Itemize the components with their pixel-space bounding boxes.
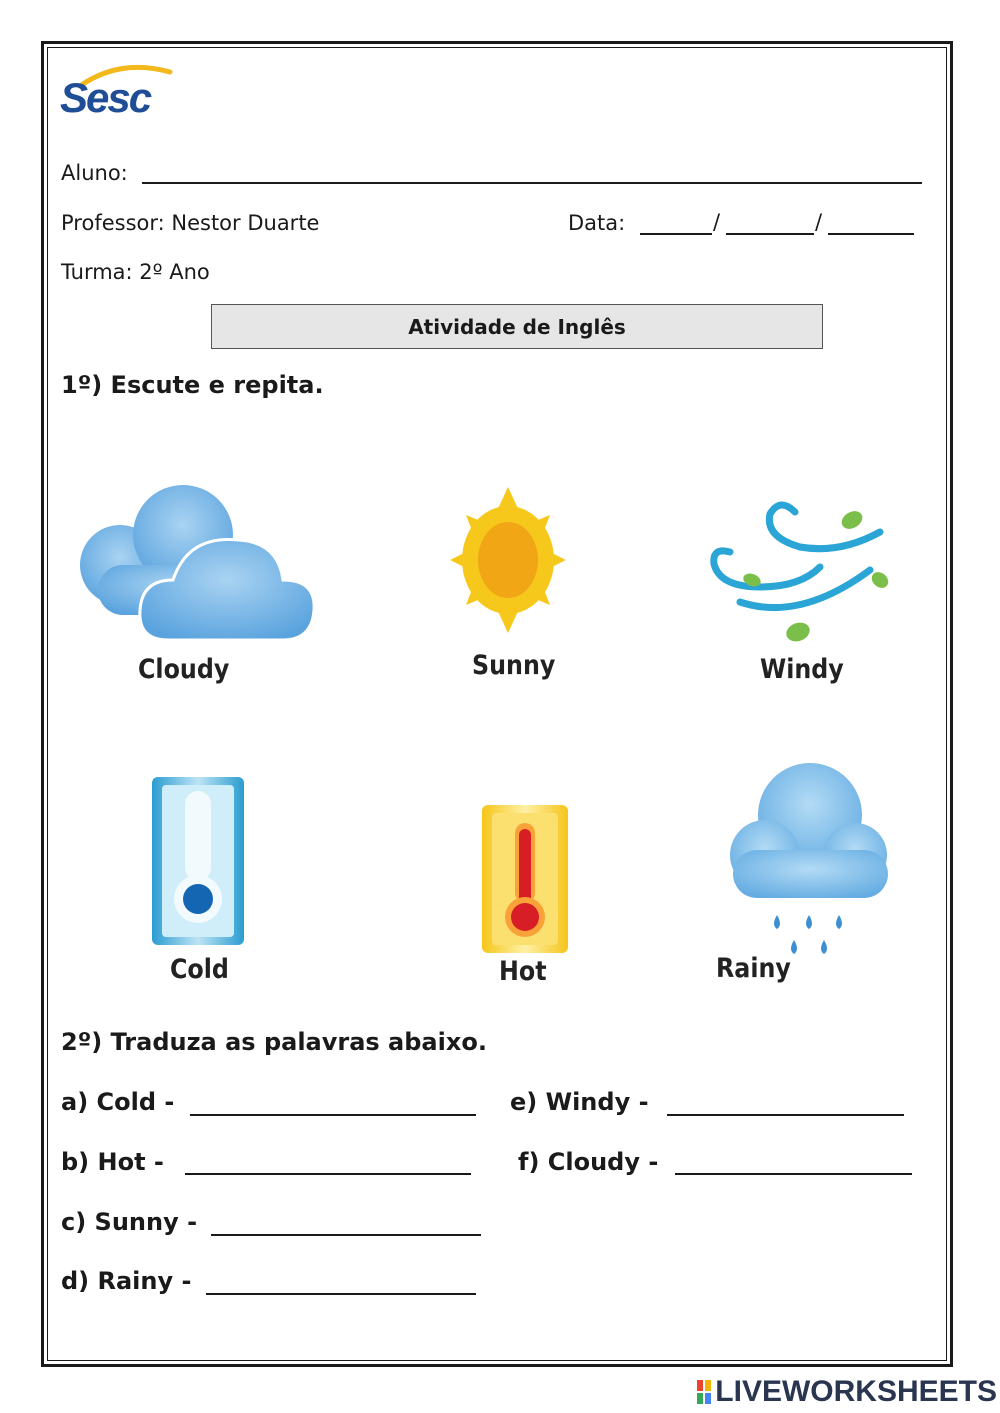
item-d-answer-line[interactable] bbox=[206, 1293, 476, 1295]
item-e-answer-line[interactable] bbox=[667, 1114, 904, 1116]
weather-label-rainy: Rainy bbox=[716, 953, 791, 984]
item-f-label: f) Cloudy - bbox=[518, 1148, 659, 1176]
cloudy-icon bbox=[78, 480, 318, 655]
weather-label-windy: Windy bbox=[760, 654, 844, 685]
item-e-label: e) Windy - bbox=[510, 1088, 649, 1116]
professor-label: Professor: Nestor Duarte bbox=[61, 211, 320, 235]
question-1: 1º) Escute e repita. bbox=[61, 371, 324, 399]
weather-label-hot: Hot bbox=[499, 956, 547, 987]
data-label: Data: bbox=[568, 211, 626, 235]
weather-label-cloudy: Cloudy bbox=[138, 654, 230, 685]
aluno-input-line[interactable] bbox=[142, 182, 922, 184]
item-c-answer-line[interactable] bbox=[211, 1234, 481, 1236]
rain-cloud-icon bbox=[725, 760, 895, 975]
aluno-label: Aluno: bbox=[61, 161, 128, 185]
page-frame bbox=[41, 41, 953, 1367]
date-month-line[interactable] bbox=[726, 233, 814, 235]
item-f-answer-line[interactable] bbox=[675, 1173, 912, 1175]
liveworksheets-brand bbox=[697, 1374, 997, 1410]
item-b-answer-line[interactable] bbox=[185, 1173, 471, 1175]
liveworksheets-logo-icon bbox=[697, 1380, 711, 1404]
brand-text: LIVEWORKSHEETS bbox=[715, 1375, 997, 1408]
date-separator: / bbox=[713, 210, 721, 234]
wind-icon bbox=[700, 492, 900, 652]
date-separator: / bbox=[815, 210, 823, 234]
weather-label-cold: Cold bbox=[170, 954, 229, 985]
question-2: 2º) Traduza as palavras abaixo. bbox=[61, 1028, 487, 1056]
hot-thermometer-icon bbox=[482, 805, 568, 953]
date-year-line[interactable] bbox=[828, 233, 914, 235]
cold-thermometer-icon bbox=[152, 777, 244, 945]
item-a-label: a) Cold - bbox=[61, 1088, 175, 1116]
turma-label: Turma: 2º Ano bbox=[61, 260, 210, 284]
item-b-label: b) Hot - bbox=[61, 1148, 164, 1176]
sesc-logo bbox=[60, 60, 175, 124]
date-day-line[interactable] bbox=[640, 233, 712, 235]
item-a-answer-line[interactable] bbox=[190, 1114, 476, 1116]
logo-text: Sesc bbox=[60, 74, 151, 121]
page-title: Atividade de Inglês bbox=[211, 304, 823, 349]
sun-icon bbox=[448, 485, 568, 635]
item-c-label: c) Sunny - bbox=[61, 1208, 198, 1236]
item-d-label: d) Rainy - bbox=[61, 1267, 192, 1295]
weather-label-sunny: Sunny bbox=[472, 650, 556, 681]
